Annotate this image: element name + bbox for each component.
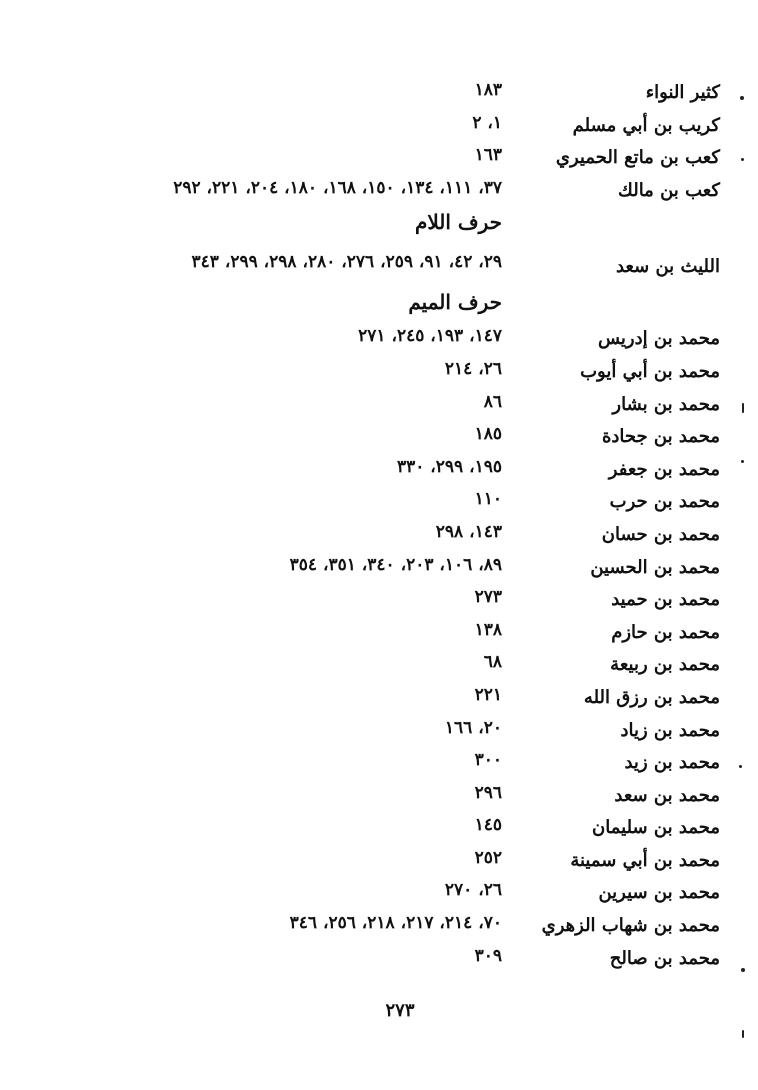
entry-pages: ١٨٥ <box>474 424 502 445</box>
entry-pages: ٢٥٢ <box>474 847 502 868</box>
entry-pages: ٣٠٩ <box>474 945 502 966</box>
index-entry <box>100 322 720 355</box>
index-entry <box>100 876 720 909</box>
entry-pages: ٢٦، ٢١٤ <box>444 358 502 379</box>
entry-name: محمد بن الحسين <box>590 556 720 578</box>
entry-name: كثير النواء <box>645 82 720 103</box>
entry-name: كريب بن أبي مسلم <box>572 114 720 136</box>
entry-name: كعب بن ماتع الحميري <box>555 147 720 169</box>
entry-name: كعب بن مالك <box>618 179 720 201</box>
entry-name: محمد بن حازم <box>611 621 720 643</box>
index-entry <box>100 242 720 286</box>
index-entry <box>100 518 720 551</box>
index-entry <box>100 141 720 174</box>
entry-pages: ١٩٥، ٢٩٩، ٣٣٠ <box>396 456 502 477</box>
entry-name: محمد بن رزق الله <box>583 686 720 708</box>
index-entry <box>100 648 720 681</box>
entry-pages: ٦٨ <box>483 652 502 673</box>
entry-pages: ١٤٥ <box>474 815 502 836</box>
entry-name: محمد بن زياد <box>620 719 720 741</box>
entry-pages: ٢٦، ٢٧٠ <box>444 880 502 901</box>
scan-speck <box>740 96 744 100</box>
scan-speck <box>739 765 742 768</box>
scan-speck <box>741 158 744 161</box>
index-entry <box>100 779 720 812</box>
entry-pages: ٢٩٦ <box>474 782 502 803</box>
entry-name: محمد بن سيرين <box>598 882 720 904</box>
entry-name: محمد بن ربيعة <box>610 654 720 676</box>
entry-name: محمد بن حميد <box>611 589 720 611</box>
index-entry <box>100 811 720 844</box>
index-entry <box>100 844 720 877</box>
entry-pages: ٧٠، ٢١٤، ٢١٧، ٢١٨، ٢٥٦، ٣٤٦ <box>289 913 502 934</box>
entry-pages: ١، ٢ <box>472 112 502 133</box>
entry-pages: ٣٠٠ <box>474 750 502 771</box>
scan-speck <box>741 460 744 463</box>
entry-name: محمد بن أبي سمينة <box>570 849 720 871</box>
entry-name: محمد بن إدريس <box>597 328 720 350</box>
entry-pages: ١٣٨ <box>474 619 502 640</box>
scan-speck <box>741 968 745 972</box>
entry-pages: ١٨٣ <box>474 80 502 100</box>
entry-pages: ٢٩، ٤٢، ٩١، ٢٥٩، ٢٧٦، ٢٨٠، ٢٩٨، ٢٩٩، ٣٤٣ <box>191 252 502 273</box>
entry-pages: ١٤٣، ٢٩٨ <box>435 521 502 542</box>
entry-pages: ٣٧، ١١١، ١٣٤، ١٥٠، ١٦٨، ١٨٠، ٢٠٤، ٢٢١، ٢٩٢ <box>173 177 502 198</box>
entry-pages: ٢٠، ١٦٦ <box>444 717 502 738</box>
entry-name: الليث بن سعد <box>615 256 720 278</box>
index-entry <box>100 420 720 453</box>
index-entry <box>100 355 720 388</box>
entry-pages: ٨٦ <box>483 391 502 412</box>
entry-pages: ٢٢١ <box>474 684 502 705</box>
index-entry <box>100 485 720 518</box>
index-entry <box>100 76 720 109</box>
index-entry <box>100 583 720 616</box>
entry-pages: ٨٩، ١٠٦، ٢٠٣، ٣٤٠، ٣٥١، ٣٥٤ <box>289 554 502 575</box>
entry-name: محمد بن شهاب الزهري <box>541 915 720 937</box>
index-entry <box>100 551 720 584</box>
entry-pages: ٢٧٣ <box>474 587 502 608</box>
page-number: ٢٧٣ <box>385 1000 415 1021</box>
index-entry <box>100 109 720 142</box>
entry-pages: ١٤٧، ١٩٣، ٢٤٥، ٢٧١ <box>358 326 502 347</box>
section-title: حرف الميم <box>408 290 502 315</box>
entry-name: محمد بن جعفر <box>608 458 720 480</box>
entry-name: محمد بن حسان <box>601 523 720 545</box>
entry-name: محمد بن أبي أيوب <box>580 360 720 382</box>
index-entry <box>100 909 720 942</box>
index-entry <box>100 746 720 779</box>
index-entry <box>100 714 720 747</box>
section-heading-meem <box>100 286 720 322</box>
index-entries <box>100 76 720 974</box>
entry-name: محمد بن بشار <box>612 393 720 415</box>
entry-name: محمد بن سليمان <box>592 817 720 839</box>
entry-pages: ١١٠ <box>474 489 502 510</box>
index-entry <box>100 681 720 714</box>
section-heading-lam <box>100 206 720 242</box>
entry-name: محمد بن صالح <box>609 947 720 969</box>
index-entry <box>100 453 720 486</box>
entry-name: محمد بن زيد <box>624 752 720 774</box>
entry-name: محمد بن سعد <box>614 784 720 806</box>
index-entry <box>100 942 720 975</box>
entry-name: محمد بن حرب <box>609 491 720 513</box>
entry-pages: ١٦٣ <box>474 145 502 166</box>
index-entry <box>100 616 720 649</box>
entry-name: محمد بن جحادة <box>601 426 720 448</box>
scan-speck <box>742 403 744 413</box>
index-entry <box>100 388 720 421</box>
section-title: حرف اللام <box>414 210 502 235</box>
index-entry <box>100 174 720 207</box>
scan-speck <box>742 1030 744 1038</box>
